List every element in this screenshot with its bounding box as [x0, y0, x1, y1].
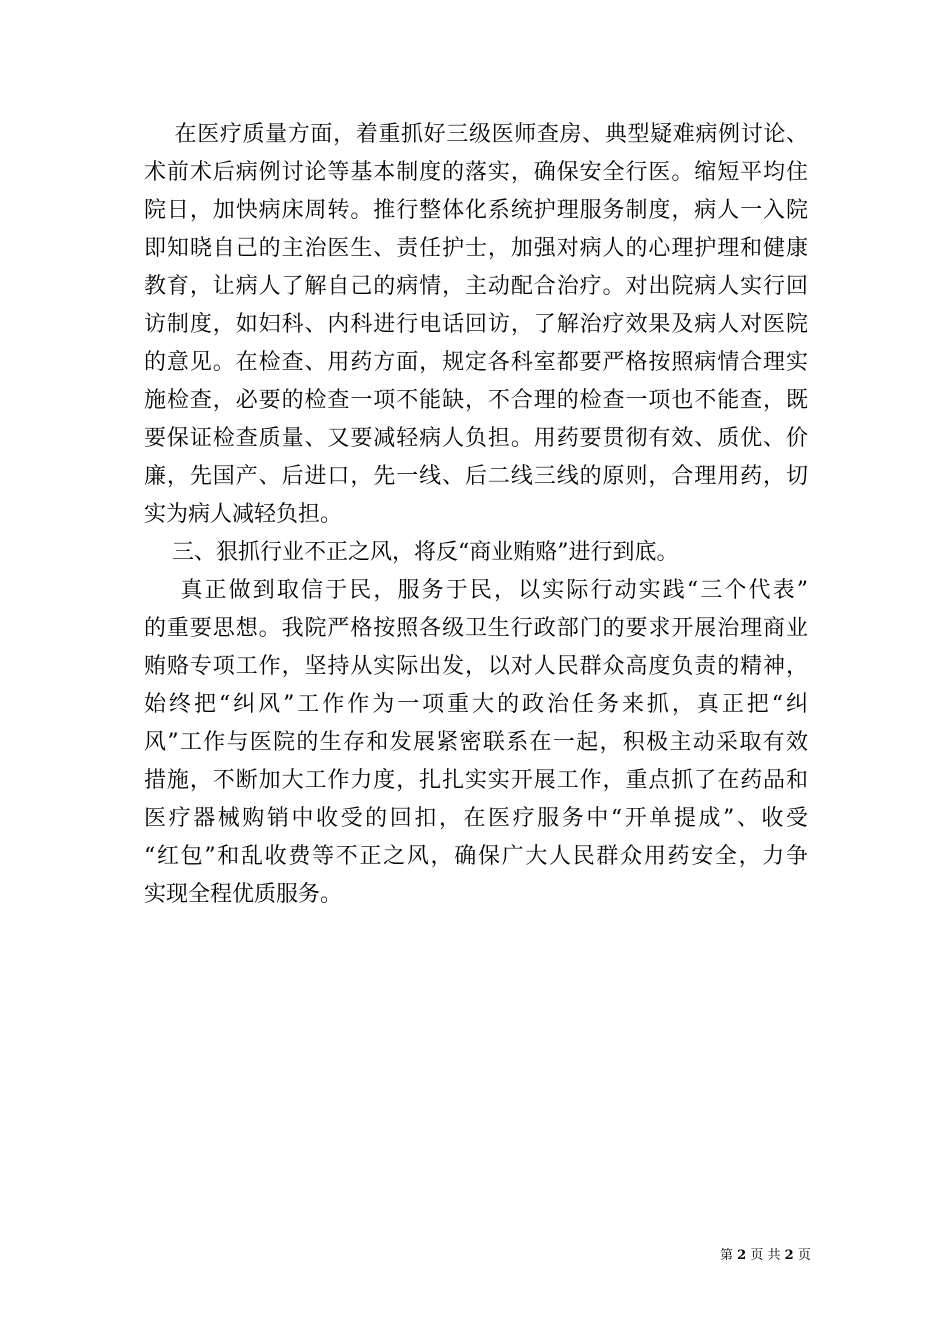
- body-text: [144, 116, 808, 914]
- paragraph-anti-bribery: [144, 572, 808, 914]
- text-line: 术前术后病例讨论等基本制度的落实，确保安全行医。缩短平均住: [144, 160, 808, 185]
- text-line: 的意见。在检查、用药方面，规定各科室都要严格按照病情合理实: [144, 350, 808, 375]
- text-line: 始终把“纠风”工作作为一项重大的政治任务来抓，真正把“纠: [144, 692, 808, 717]
- text-line: 教育，让病人了解自己的病情，主动配合治疗。对出院病人实行回: [144, 274, 808, 299]
- current-page-number: 2: [737, 1248, 747, 1263]
- text-line: 措施，不断加大工作力度，扎扎实实开展工作，重点抓了在药品和: [144, 768, 808, 793]
- section-heading: 三、狠抓行业不正之风，将反“商业贿赂”进行到底。: [144, 540, 679, 565]
- text-line: 廉，先国产、后进口，先一线、后二线三线的原则，合理用药，切: [144, 464, 808, 489]
- total-pages-number: 2: [784, 1248, 794, 1263]
- section-heading-three: [144, 534, 808, 572]
- text-line: 贿赂专项工作，坚持从实际出发，以对人民群众高度负责的精神，: [144, 654, 808, 679]
- footer-middle: 页 共: [750, 1248, 781, 1263]
- text-line: 实现全程优质服务。: [144, 882, 343, 907]
- text-line: 医疗器械购销中收受的回扣，在医疗服务中“开单提成”、收受: [144, 806, 808, 831]
- footer-suffix: 页: [797, 1248, 811, 1263]
- text-line: 院日，加快病床周转。推行整体化系统护理服务制度，病人一入院: [144, 198, 808, 223]
- footer-prefix: 第: [720, 1248, 734, 1263]
- text-line: 实为病人减轻负担。: [144, 502, 343, 527]
- text-line: 即知晓自己的主治医生、责任护士，加强对病人的心理护理和健康: [144, 236, 808, 261]
- page-number-footer: [720, 1247, 811, 1265]
- text-line: 在医疗质量方面，着重抓好三级医师查房、典型疑难病例讨论、: [144, 122, 808, 147]
- text-line: 风”工作与医院的生存和发展紧密联系在一起，积极主动采取有效: [144, 730, 808, 755]
- text-line: 要保证检查质量、又要减轻病人负担。用药要贯彻有效、质优、价: [144, 426, 808, 451]
- text-line: 真正做到取信于民，服务于民，以实际行动实践“三个代表”: [144, 578, 808, 603]
- paragraph-medical-quality: [144, 116, 808, 534]
- text-line: 访制度，如妇科、内科进行电话回访，了解治疗效果及病人对医院: [144, 312, 808, 337]
- text-line: “红包”和乱收费等不正之风，确保广大人民群众用药安全，力争: [144, 844, 808, 869]
- text-line: 的重要思想。我院严格按照各级卫生行政部门的要求开展治理商业: [144, 616, 808, 641]
- text-line: 施检查，必要的检查一项不能缺，不合理的检查一项也不能查，既: [144, 388, 808, 413]
